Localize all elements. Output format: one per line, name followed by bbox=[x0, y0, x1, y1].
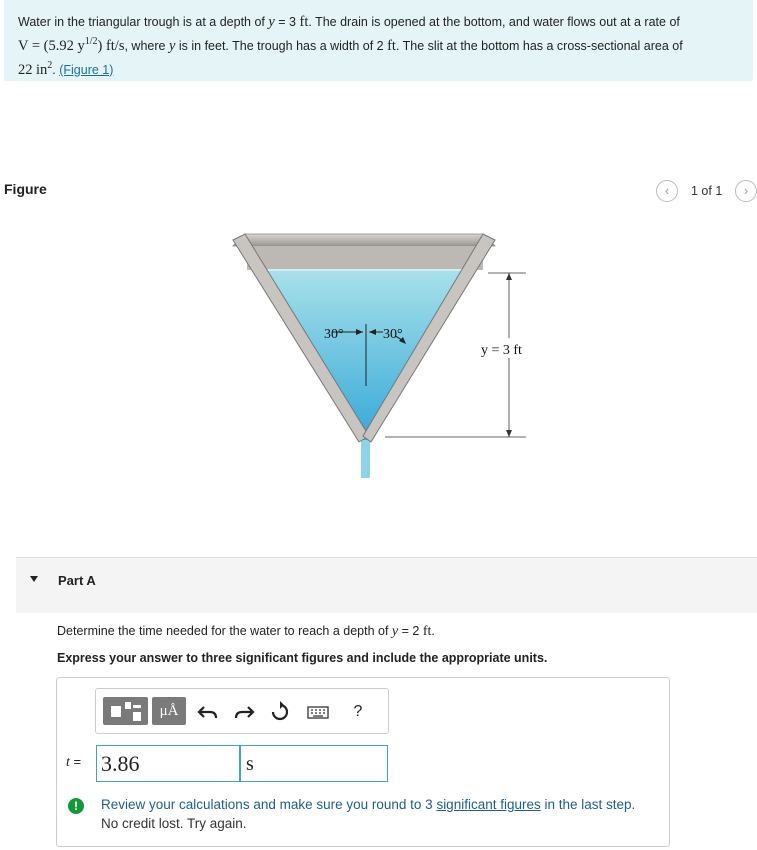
width-unit: ft bbox=[387, 37, 396, 54]
part-a-header[interactable] bbox=[16, 558, 757, 613]
problem-text: is in feet. The trough has a width of 2 bbox=[175, 38, 388, 53]
depth-label: y = 3 ft bbox=[481, 343, 522, 358]
figure-link[interactable]: (Figure 1) bbox=[59, 62, 114, 77]
part-title: Part A bbox=[58, 573, 96, 588]
problem-text: . bbox=[52, 62, 60, 77]
answer-unit-input[interactable]: s bbox=[240, 745, 388, 782]
trough-figure bbox=[225, 228, 545, 488]
question-text: Determine the time needed for the water to reach a depth of y = 2 ft. bbox=[57, 624, 435, 639]
units-icon[interactable]: μÅ bbox=[152, 697, 186, 725]
trough-back-surface bbox=[247, 246, 483, 270]
collapse-arrow-icon[interactable] bbox=[30, 576, 38, 582]
figure-pager bbox=[656, 180, 757, 204]
problem-text: . The drain is opened at the bottom, and water flows out at a rate of bbox=[308, 15, 680, 29]
water-stream bbox=[361, 440, 370, 478]
problem-text: . The slit at the bottom has a cross-sectional area of bbox=[395, 38, 683, 53]
pager-text: 1 of 1 bbox=[691, 184, 723, 198]
chevron-right-icon[interactable]: › bbox=[735, 180, 757, 202]
problem-text: Water in the triangular trough is at a depth of bbox=[18, 15, 269, 29]
answer-value-input[interactable]: 3.86 bbox=[96, 745, 240, 782]
feedback-subtext: No credit lost. Try again. bbox=[101, 816, 247, 831]
area-value: 22 bbox=[18, 61, 33, 78]
reset-icon[interactable] bbox=[268, 700, 292, 724]
alert-icon: ! bbox=[68, 798, 84, 814]
problem-statement bbox=[4, 0, 753, 81]
answer-variable-label: t = bbox=[66, 754, 82, 770]
math-toolbar bbox=[95, 688, 389, 734]
answer-box bbox=[56, 677, 670, 847]
instruction-text: Express your answer to three significant figures and include the appropriate units. bbox=[57, 651, 548, 665]
y-variable: y bbox=[168, 37, 176, 54]
problem-text: , where bbox=[124, 38, 169, 53]
depth-unit: ft bbox=[299, 14, 309, 30]
help-icon[interactable]: ? bbox=[353, 703, 363, 720]
area-unit: $in^2$ bbox=[35, 59, 53, 78]
depth-variable: y bbox=[268, 14, 275, 30]
depth-equals: = 3 bbox=[274, 15, 300, 29]
redo-icon[interactable] bbox=[232, 700, 256, 724]
templates-icon[interactable] bbox=[103, 697, 148, 725]
chevron-left-icon[interactable]: ‹ bbox=[656, 180, 678, 202]
angle-left-label: 30° bbox=[324, 327, 344, 342]
trough-back-rim bbox=[233, 234, 495, 246]
undo-icon[interactable] bbox=[196, 700, 220, 724]
figure-title: Figure bbox=[4, 181, 47, 197]
angle-right-label: 30° bbox=[383, 327, 403, 342]
flow-rate-expression: V = (5.92 $y^{1/2}$) ft/s bbox=[18, 36, 125, 54]
significant-figures-link[interactable]: significant figures bbox=[436, 797, 541, 812]
feedback-message: Review your calculations and make sure you round to 3 significant figures in the last step. bbox=[101, 797, 636, 812]
keyboard-icon[interactable] bbox=[306, 700, 330, 724]
